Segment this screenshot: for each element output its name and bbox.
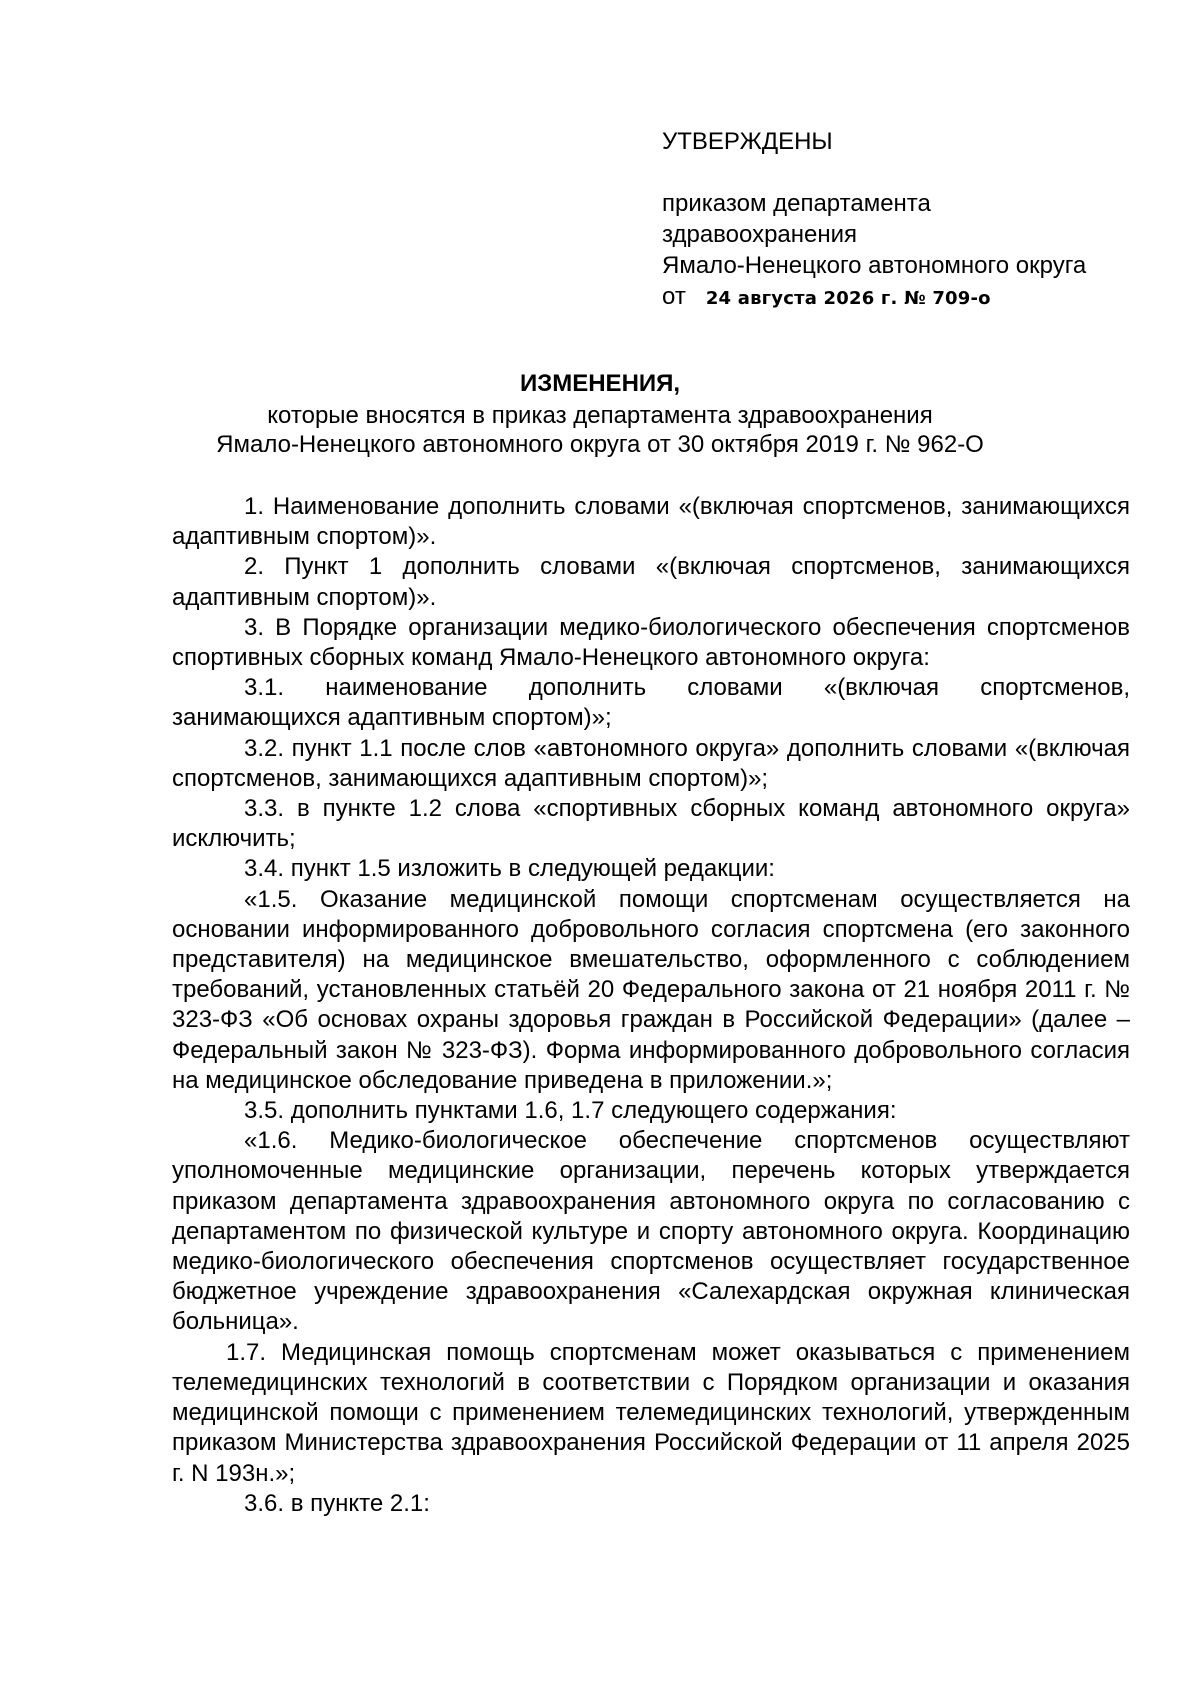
- paragraph-3: 3. В Порядке организации медико-биологического обеспечения спортсменов спортивных сборных команд Ямало-Ненецкого автономного округа:: [172, 613, 1130, 672]
- paragraph-3-1: 3.1. наименование дополнить словами «(включая спортсменов, занимающихся адаптивным спортом)»;: [172, 674, 1130, 732]
- paragraph-3-6: 3.6. в пункте 2.1:: [244, 1489, 430, 1517]
- paragraph-1-7-text: 1.7. Медицинская помощь спортсменам может оказываться с применением телемедицинских технологий в соответствии с Порядком организации и оказания медицинской помощи с применением телемедицинских технологий, утвержденным приказом Министерства здравоохранения Российской Федерации от 11 апреля 2025 г. N 193н.»;: [172, 1338, 1130, 1487]
- approved-heading: УТВЕРЖДЕНЫ: [662, 128, 833, 155]
- document-title: ИЗМЕНЕНИЯ,: [519, 370, 681, 397]
- document-body: [172, 492, 1130, 1519]
- from-label: от: [662, 283, 686, 310]
- order-date-stamp: 24 августа 2026 г. № 709-о: [705, 288, 991, 309]
- paragraph-3-2: 3.2. пункт 1.1 после слов «автономного округа» дополнить словами «(включая спортсменов, занимающихся адаптивным спортом)»;: [172, 734, 1130, 792]
- approval-block: [662, 126, 1182, 314]
- paragraph-1-6-text: «1.6. Медико-биологическое обеспечение спортсменов осуществляют уполномоченные медицинские организации, перечень которых утверждается приказом департамента здравоохранения автономного округа по согласованию с департаментом по физической культуре и спорту автономного округа. Координацию медико-биологического обеспечения спортсменов осуществляет государственное бюджетное учреждение здравоохранения «Салехардская окружная клиническая больница».: [172, 1127, 1130, 1336]
- paragraph-1-5-text: «1.5. Оказание медицинской помощи спортсменам осуществляется на основании информированного добровольного согласия спортсмена (его законного представителя) на медицинское вмешательство, оформленного с соблюдением требований, установленных статьёй 20 Федерального закона от 21 ноября 2011 г. № 323-ФЗ «Об основах охраны здоровья граждан в Российской Федерации» (далее – Федеральный закон № 323-ФЗ). Форма информированного добровольного согласия на медицинское обследование приведена в приложении.»;: [172, 885, 1130, 1094]
- document-subtitle-line-2: Ямало-Ненецкого автономного округа от 30 октября 2019 г. № 962-О: [216, 431, 984, 458]
- approval-line-3: Ямало-Ненецкого автономного округа: [662, 252, 1087, 279]
- approval-date-line: [662, 281, 1182, 314]
- paragraph-1: 1. Наименование дополнить словами «(включая спортсменов, занимающихся адаптивным спортом)».: [172, 493, 1130, 551]
- paragraph-3-5: 3.5. дополнить пунктами 1.6, 1.7 следующего содержания:: [244, 1097, 897, 1125]
- paragraph-3-4: 3.4. пункт 1.5 изложить в следующей редакции:: [244, 855, 775, 883]
- document-subtitle-line-1: которые вносятся в приказ департамента здравоохранения: [267, 402, 933, 429]
- approval-line-2: здравоохранения: [662, 221, 858, 248]
- paragraph-3-3: 3.3. в пункте 1.2 слова «спортивных сборных команд автономного округа» исключить;: [172, 795, 1130, 853]
- paragraph-2: 2. Пункт 1 дополнить словами «(включая спортсменов, занимающихся адаптивным спортом)».: [172, 553, 1130, 611]
- approval-line-1: приказом департамента: [662, 190, 931, 217]
- document-header: [150, 369, 1050, 459]
